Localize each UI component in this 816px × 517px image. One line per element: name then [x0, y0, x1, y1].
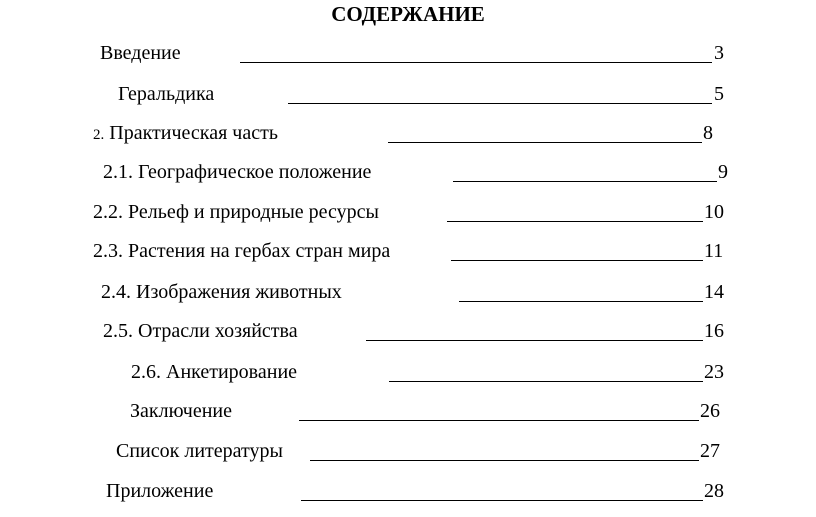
- toc-entry-survey: [0, 361, 816, 385]
- toc-entry-label: 2.2. Рельеф и природные ресурсы: [93, 201, 379, 223]
- toc-entry-label: Заключение: [130, 400, 232, 422]
- toc-entry-relief-resources: [0, 201, 816, 225]
- toc-leader-line: [288, 103, 712, 104]
- toc-leader-line: [447, 221, 703, 222]
- toc-entry-economy-sectors: [0, 320, 816, 344]
- toc-page-number: 28: [704, 480, 724, 502]
- toc-leader-line: [451, 260, 703, 261]
- toc-entry-geographic-position: [0, 161, 816, 185]
- toc-entry-appendix: [0, 480, 816, 504]
- toc-entry-plants-on-coats-of-arms: [0, 240, 816, 264]
- toc-page-number: 16: [704, 320, 724, 342]
- toc-entry-label: 2.4. Изображения животных: [101, 281, 342, 303]
- toc-page-number: 23: [704, 361, 724, 383]
- toc-entry-label: 2.1. Географическое положение: [103, 161, 372, 183]
- toc-leader-line: [299, 420, 699, 421]
- toc-page-number: 11: [704, 240, 724, 262]
- toc-entry-introduction: [0, 42, 816, 66]
- toc-leader-line: [459, 301, 703, 302]
- toc-entry-label: Введение: [100, 42, 181, 64]
- toc-entry-label: 2.3. Растения на гербах стран мира: [93, 240, 391, 262]
- toc-entry-practical-part: [0, 122, 816, 146]
- toc-entry-label-text: Практическая часть: [109, 122, 278, 144]
- toc-leader-line: [240, 62, 712, 63]
- toc-page-number: 9: [718, 161, 728, 183]
- toc-page-number: 14: [704, 281, 724, 303]
- document-title: СОДЕРЖАНИЕ: [331, 2, 485, 26]
- toc-entry-references: [0, 440, 816, 464]
- toc-entry-heraldry: [0, 83, 816, 107]
- toc-leader-line: [388, 142, 702, 143]
- toc-page-number: 8: [703, 122, 713, 144]
- toc-leader-line: [310, 460, 699, 461]
- toc-entry-label: 2.6. Анкетирование: [131, 361, 298, 383]
- toc-entry-label: Список литературы: [116, 440, 283, 462]
- toc-page-number: 3: [714, 42, 724, 64]
- toc-entry-number: 2.: [93, 127, 105, 143]
- toc-entry-animal-images: [0, 281, 816, 305]
- toc-leader-line: [366, 340, 703, 341]
- toc-entry-label: [93, 122, 278, 145]
- toc-leader-line: [453, 181, 717, 182]
- toc-leader-line: [389, 381, 703, 382]
- toc-leader-line: [301, 500, 703, 501]
- toc-page-number: 10: [704, 201, 724, 223]
- toc-page-number: 26: [700, 400, 720, 422]
- toc-entry-label: Приложение: [106, 480, 214, 502]
- toc-page-number: 5: [714, 83, 724, 105]
- toc-entry-label: 2.5. Отрасли хозяйства: [103, 320, 298, 342]
- toc-page-number: 27: [700, 440, 720, 462]
- toc-entry-label: Геральдика: [118, 83, 215, 105]
- toc-entry-conclusion: [0, 400, 816, 424]
